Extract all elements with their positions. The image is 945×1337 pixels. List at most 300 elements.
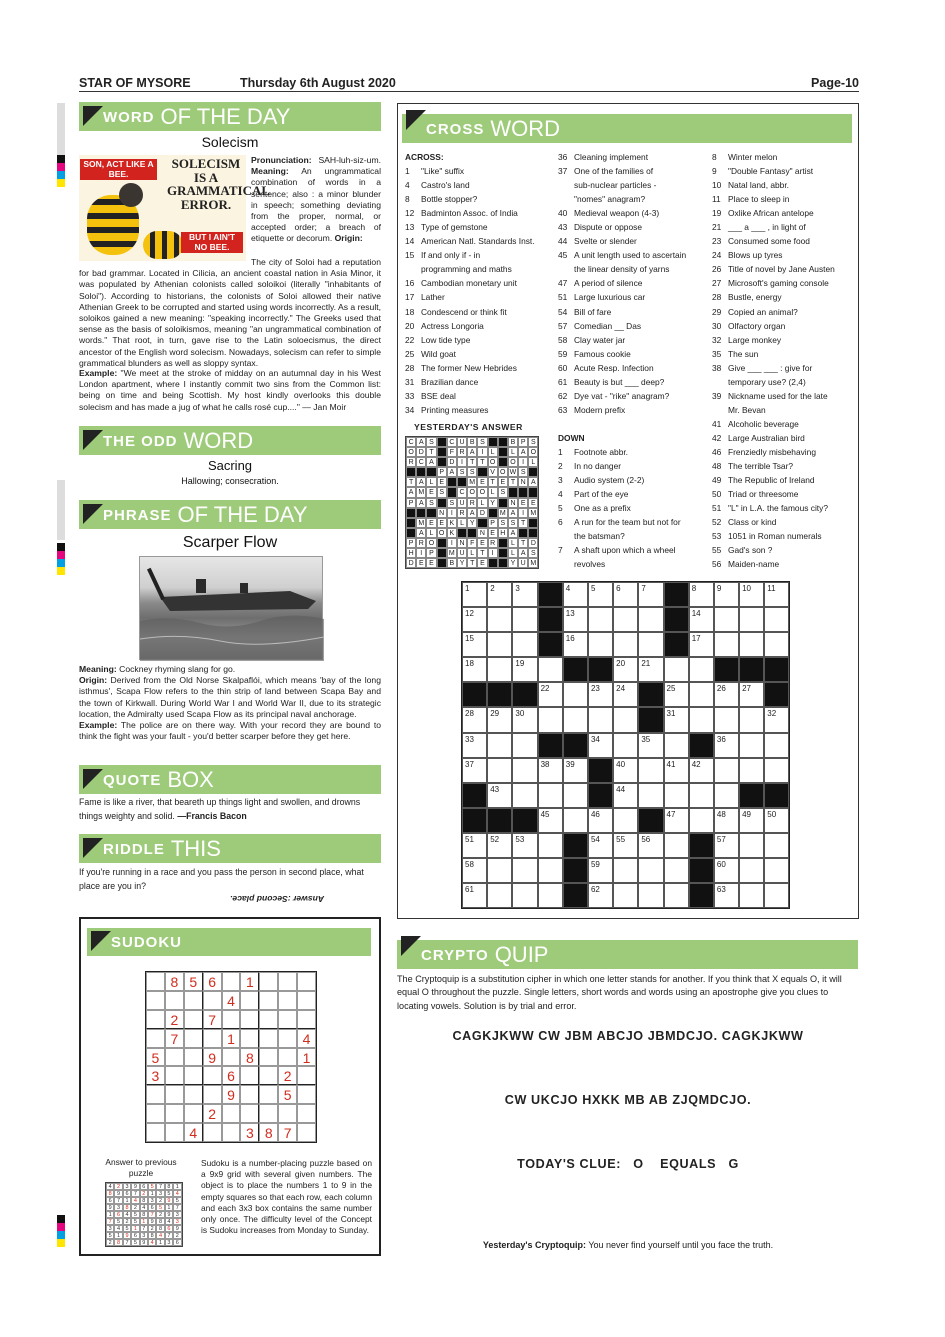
clue-list <box>558 445 708 571</box>
clue-text: ___ a ___ , in light of <box>728 222 806 233</box>
crossword-cell[interactable] <box>487 733 512 758</box>
crossword-cell[interactable] <box>638 858 663 883</box>
crossword-cell[interactable] <box>538 707 563 732</box>
crossword-cell[interactable] <box>563 783 588 808</box>
black-cell <box>563 733 588 758</box>
crossword-cell[interactable] <box>664 783 689 808</box>
black-cell <box>588 657 613 682</box>
sudoku-cell[interactable] <box>259 972 278 991</box>
crossword-cell[interactable] <box>714 783 739 808</box>
crossword-cell[interactable] <box>664 858 689 883</box>
answer-cell: 5 <box>131 1211 139 1218</box>
crossword-cell[interactable]: 59 <box>588 858 613 883</box>
sinking-ship-illustration <box>140 557 324 661</box>
black-cell <box>528 467 538 477</box>
band-title: BOX <box>167 767 214 792</box>
sudoku-cell[interactable] <box>146 1104 165 1123</box>
sudoku-cell[interactable] <box>184 1066 203 1085</box>
crossword-cell[interactable] <box>764 883 789 908</box>
sudoku-cell[interactable]: 2 <box>278 1066 297 1085</box>
sudoku-cell[interactable] <box>165 1085 184 1104</box>
sudoku-cell[interactable] <box>297 991 316 1010</box>
clue-item <box>405 333 550 347</box>
crossword-cell[interactable]: 9 <box>714 582 739 607</box>
crossword-cell[interactable]: 58 <box>462 858 487 883</box>
crossword-cell[interactable]: 45 <box>538 808 563 833</box>
crossword-cell[interactable]: 37 <box>462 758 487 783</box>
crossword-cell[interactable] <box>538 883 563 908</box>
clue-text: Condescend or think fit <box>421 306 507 317</box>
sudoku-cell[interactable] <box>240 1010 259 1029</box>
clue-text: Clay water jar <box>574 334 626 345</box>
crossword-cell[interactable] <box>689 783 714 808</box>
crossword-cell[interactable] <box>664 733 689 758</box>
clue-item <box>712 262 854 276</box>
crossword-cell[interactable]: 29 <box>487 707 512 732</box>
answer-cell: I <box>447 508 457 518</box>
crossword-cell[interactable] <box>487 657 512 682</box>
crossword-cell[interactable]: 27 <box>739 682 764 707</box>
sudoku-cell[interactable] <box>203 991 222 1010</box>
crossword-cell[interactable]: 43 <box>487 783 512 808</box>
crossword-cell[interactable] <box>538 783 563 808</box>
crossword-cell[interactable]: 19 <box>512 657 537 682</box>
sudoku-cell[interactable]: 7 <box>278 1123 297 1142</box>
sudoku-cell[interactable] <box>222 1104 241 1123</box>
answer-cell: P <box>426 548 436 558</box>
crossword-cell[interactable]: 3 <box>512 582 537 607</box>
crossword-cell[interactable]: 60 <box>714 858 739 883</box>
sudoku-cell[interactable] <box>184 1085 203 1104</box>
sudoku-cell[interactable] <box>297 972 316 991</box>
crossword-cell[interactable] <box>739 758 764 783</box>
sudoku-cell[interactable] <box>259 1085 278 1104</box>
crossword-cell[interactable]: 34 <box>588 733 613 758</box>
crossword-cell[interactable]: 15 <box>462 632 487 657</box>
crossword-cell[interactable]: 6 <box>613 582 638 607</box>
answer-cell: S <box>528 548 538 558</box>
crossword-cell[interactable]: 18 <box>462 657 487 682</box>
clue-item <box>558 192 708 206</box>
crossword-cell[interactable]: 10 <box>739 582 764 607</box>
sudoku-cell[interactable]: 7 <box>203 1010 222 1029</box>
sudoku-cell[interactable] <box>165 991 184 1010</box>
crossword-cell[interactable] <box>739 607 764 632</box>
crossword-cell[interactable] <box>764 833 789 858</box>
print-bar <box>57 171 65 179</box>
sudoku-cell[interactable] <box>278 1104 297 1123</box>
sudoku-cell[interactable]: 4 <box>297 1029 316 1048</box>
answer-cell: 4 <box>106 1183 114 1190</box>
answer-cell: S <box>498 518 508 528</box>
crossword-cell[interactable]: 48 <box>714 808 739 833</box>
sudoku-cell[interactable] <box>184 1104 203 1123</box>
answer-cell: S <box>467 467 477 477</box>
sudoku-cell[interactable] <box>259 1104 278 1123</box>
sudoku-cell[interactable] <box>278 972 297 991</box>
sudoku-cell[interactable]: 5 <box>184 972 203 991</box>
crossword-cell[interactable] <box>714 632 739 657</box>
crossword-cell[interactable]: 41 <box>664 758 689 783</box>
crossword-cell[interactable]: 13 <box>563 607 588 632</box>
clue-item <box>712 529 854 543</box>
crossword-cell[interactable] <box>714 707 739 732</box>
sudoku-cell[interactable] <box>146 972 165 991</box>
crossword-cell[interactable]: 42 <box>689 758 714 783</box>
clue-text: Mr. Bevan <box>728 404 766 415</box>
sudoku-cell[interactable] <box>222 1123 241 1142</box>
clue-text: A shaft upon which a wheel <box>574 545 676 556</box>
crossword-cell[interactable]: 40 <box>613 758 638 783</box>
crossword-cell[interactable]: 53 <box>512 833 537 858</box>
black-cell <box>528 487 538 497</box>
crossword-cell[interactable]: 24 <box>613 682 638 707</box>
crossword-cell[interactable]: 14 <box>689 607 714 632</box>
crossword-cell[interactable] <box>487 632 512 657</box>
clue-number: 3 <box>558 475 563 486</box>
sudoku-cell[interactable] <box>297 1085 316 1104</box>
crossword-cell[interactable] <box>563 808 588 833</box>
crossword-cell[interactable] <box>512 883 537 908</box>
print-bar <box>57 163 65 171</box>
crossword-cell[interactable] <box>714 607 739 632</box>
crossword-cell[interactable]: 38 <box>538 758 563 783</box>
sudoku-cell[interactable]: 4 <box>184 1123 203 1142</box>
sudoku-cell[interactable] <box>165 1123 184 1142</box>
sudoku-cell[interactable]: 1 <box>222 1029 241 1048</box>
crossword-cell[interactable] <box>689 808 714 833</box>
sudoku-cell[interactable]: 8 <box>165 972 184 991</box>
crossword-cell[interactable] <box>638 783 663 808</box>
answer-cell: D <box>416 447 426 457</box>
sudoku-cell[interactable] <box>165 1104 184 1123</box>
sudoku-cell[interactable] <box>165 1066 184 1085</box>
crossword-cell[interactable] <box>512 758 537 783</box>
answer-cell: 1 <box>140 1218 148 1225</box>
sudoku-cell[interactable]: 1 <box>297 1048 316 1067</box>
print-bar <box>57 567 65 575</box>
crossword-cell[interactable]: 51 <box>462 833 487 858</box>
crossword-cell[interactable] <box>613 607 638 632</box>
clue-text: Footnote abbr. <box>574 446 629 457</box>
answer-cell: M <box>416 518 426 528</box>
sudoku-cell[interactable] <box>240 1104 259 1123</box>
sudoku-cell[interactable] <box>222 1010 241 1029</box>
black-cell <box>538 582 563 607</box>
sudoku-cell[interactable] <box>165 1048 184 1067</box>
sudoku-cell[interactable]: 8 <box>240 1048 259 1067</box>
crossword-cell[interactable]: 32 <box>764 707 789 732</box>
crossword-cell[interactable] <box>689 682 714 707</box>
crossword-cell[interactable] <box>689 707 714 732</box>
answer-cell: 3 <box>123 1183 131 1190</box>
sudoku-cell[interactable]: 3 <box>146 1066 165 1085</box>
answer-cell: N <box>518 477 528 487</box>
sudoku-cell[interactable] <box>259 1066 278 1085</box>
crossword-cell[interactable]: 30 <box>512 707 537 732</box>
sudoku-cell[interactable] <box>259 1010 278 1029</box>
crossword-cell[interactable]: 8 <box>689 582 714 607</box>
sudoku-cell[interactable] <box>297 1123 316 1142</box>
sudoku-cell[interactable] <box>240 1066 259 1085</box>
clue-text: BSE deal <box>421 390 456 401</box>
crossword-cell[interactable]: 26 <box>714 682 739 707</box>
crossword-cell[interactable] <box>739 833 764 858</box>
sudoku-cell[interactable] <box>259 991 278 1010</box>
crossword-cell[interactable] <box>764 758 789 783</box>
answer-cell: 3 <box>140 1232 148 1239</box>
crossword-cell[interactable] <box>638 632 663 657</box>
sudoku-cell[interactable]: 2 <box>165 1010 184 1029</box>
crossword-cell[interactable] <box>739 858 764 883</box>
crossword-cell[interactable] <box>538 657 563 682</box>
answer-cell: 9 <box>140 1239 148 1246</box>
sudoku-cell[interactable] <box>240 1085 259 1104</box>
band-label: THE ODD <box>103 433 178 450</box>
answer-cell: L <box>488 447 498 457</box>
sudoku-cell[interactable] <box>146 1010 165 1029</box>
sudoku-cell[interactable] <box>240 991 259 1010</box>
crossword-cell[interactable]: 28 <box>462 707 487 732</box>
crossword-cell[interactable] <box>638 883 663 908</box>
crossword-cell[interactable]: 61 <box>462 883 487 908</box>
clue-item <box>405 220 550 234</box>
sudoku-cell[interactable]: 4 <box>222 991 241 1010</box>
crossword-cell[interactable] <box>613 858 638 883</box>
clue-text: The former New Hebrides <box>421 362 517 373</box>
crossword-cell[interactable]: 39 <box>563 758 588 783</box>
clue-item <box>405 234 550 248</box>
crossword-cell[interactable] <box>512 858 537 883</box>
ship-photo <box>139 556 323 660</box>
sudoku-cell[interactable] <box>203 1085 222 1104</box>
crossword-cell[interactable] <box>613 632 638 657</box>
answer-cell: 4 <box>140 1204 148 1211</box>
crossword-cell[interactable]: 31 <box>664 707 689 732</box>
sudoku-cell[interactable] <box>222 972 241 991</box>
sudoku-cell[interactable] <box>240 1029 259 1048</box>
issue-date: Thursday 6th August 2020 <box>240 76 396 90</box>
crossword-cell[interactable]: 4 <box>563 582 588 607</box>
sudoku-cell[interactable] <box>203 1029 222 1048</box>
sudoku-cell[interactable] <box>259 1029 278 1048</box>
crossword-cell[interactable]: 46 <box>588 808 613 833</box>
crossword-cell[interactable] <box>739 883 764 908</box>
crossword-cell[interactable] <box>487 858 512 883</box>
crossword-cell[interactable]: 25 <box>664 682 689 707</box>
sudoku-cell[interactable] <box>297 1010 316 1029</box>
crossword-cell[interactable] <box>689 657 714 682</box>
clue-text: Large Australian bird <box>728 432 805 443</box>
answer-cell: C <box>416 457 426 467</box>
crossword-cell[interactable] <box>739 632 764 657</box>
crossword-cell[interactable] <box>487 607 512 632</box>
clue-number: 17 <box>405 292 415 303</box>
crossword-cell[interactable] <box>764 607 789 632</box>
clue-item <box>558 361 708 375</box>
crossword-cell[interactable]: 17 <box>689 632 714 657</box>
crossword-cell[interactable] <box>563 707 588 732</box>
crossword-cell[interactable] <box>613 883 638 908</box>
crossword-cell[interactable]: 52 <box>487 833 512 858</box>
crossword-cell[interactable] <box>588 632 613 657</box>
crossword-cell[interactable]: 22 <box>538 682 563 707</box>
answer-cell: 8 <box>114 1239 122 1246</box>
answer-cell: T <box>477 548 487 558</box>
crossword-cell[interactable] <box>714 758 739 783</box>
black-cell <box>689 833 714 858</box>
sudoku-cell[interactable]: 5 <box>278 1085 297 1104</box>
answer-cell: A <box>518 548 528 558</box>
cryptoquip-intro: The Cryptoquip is a substitution cipher in which one letter stands for another. If you think that X equals O, it will equal O throughout the puzzle. Single letters, short words and words using an apostrophe give you clues to locating vowels. Solution is by trial and error. <box>397 974 842 1011</box>
crossword-cell[interactable] <box>739 733 764 758</box>
crossword-cell[interactable]: 47 <box>664 808 689 833</box>
black-cell <box>447 477 457 487</box>
crossword-cell[interactable]: 50 <box>764 808 789 833</box>
sudoku-cell[interactable] <box>146 1029 165 1048</box>
crossword-cell[interactable] <box>764 632 789 657</box>
crossword-cell[interactable] <box>638 607 663 632</box>
sudoku-cell[interactable] <box>278 1010 297 1029</box>
clue-text: Castro's land <box>421 180 470 191</box>
clue-item <box>558 262 708 276</box>
crossword-cell[interactable] <box>588 607 613 632</box>
crossword-cell[interactable] <box>739 707 764 732</box>
crossword-cell[interactable]: 7 <box>638 582 663 607</box>
sudoku-cell[interactable]: 1 <box>240 972 259 991</box>
answer-cell: S <box>437 487 447 497</box>
crossword-cell[interactable] <box>613 808 638 833</box>
sudoku-cell[interactable] <box>184 1010 203 1029</box>
answer-cell: 1 <box>148 1190 156 1197</box>
crossword-cell[interactable] <box>613 707 638 732</box>
crossword-cell[interactable]: 2 <box>487 582 512 607</box>
sudoku-cell[interactable]: 2 <box>203 1104 222 1123</box>
sudoku-cell[interactable] <box>278 1048 297 1067</box>
crossword-cell[interactable] <box>638 758 663 783</box>
sudoku-cell[interactable] <box>184 1048 203 1067</box>
clue-text: Badminton Assoc. of India <box>421 208 518 219</box>
answer-cell: 5 <box>106 1232 114 1239</box>
sudoku-cell[interactable] <box>297 1066 316 1085</box>
sudoku-cell[interactable]: 5 <box>146 1048 165 1067</box>
crossword-cell[interactable] <box>512 632 537 657</box>
clue-item <box>712 276 854 290</box>
crossword-cell[interactable]: 63 <box>714 883 739 908</box>
sudoku-cell[interactable] <box>184 991 203 1010</box>
crossword-cell[interactable]: 62 <box>588 883 613 908</box>
crossword-cell[interactable] <box>664 657 689 682</box>
sudoku-cell[interactable] <box>278 1029 297 1048</box>
answer-cell: 2 <box>148 1225 156 1232</box>
sudoku-cell[interactable]: 6 <box>203 972 222 991</box>
clue-number: 12 <box>405 208 415 219</box>
clue-text: American Natl. Standards Inst. <box>421 236 535 247</box>
crossword-cell[interactable]: 54 <box>588 833 613 858</box>
sudoku-cell[interactable] <box>146 991 165 1010</box>
crossword-cell[interactable] <box>613 733 638 758</box>
sudoku-cell[interactable] <box>297 1104 316 1123</box>
answer-cell: 4 <box>165 1218 173 1225</box>
crossword-cell[interactable]: 20 <box>613 657 638 682</box>
crossword-cell[interactable]: 36 <box>714 733 739 758</box>
crossword-cell[interactable] <box>512 607 537 632</box>
crossword-cell[interactable] <box>512 733 537 758</box>
crossword-cell[interactable]: 11 <box>764 582 789 607</box>
crossword-cell[interactable]: 21 <box>638 657 663 682</box>
sudoku-cell[interactable] <box>222 1048 241 1067</box>
crossword-cell[interactable] <box>764 733 789 758</box>
crossword-cell[interactable]: 23 <box>588 682 613 707</box>
answer-cell: 2 <box>156 1197 164 1204</box>
crossword-cell[interactable] <box>487 758 512 783</box>
sudoku-cell[interactable]: 8 <box>259 1123 278 1142</box>
crossword-cell[interactable]: 57 <box>714 833 739 858</box>
crossword-cell[interactable]: 44 <box>613 783 638 808</box>
crossword-cell[interactable]: 5 <box>588 582 613 607</box>
sudoku-cell[interactable] <box>259 1048 278 1067</box>
crossword-cell[interactable]: 55 <box>613 833 638 858</box>
answer-cell: I <box>488 548 498 558</box>
crossword-cell[interactable]: 35 <box>638 733 663 758</box>
answer-cell: 5 <box>173 1197 181 1204</box>
black-cell <box>498 457 508 467</box>
sudoku-cell[interactable]: 9 <box>203 1048 222 1067</box>
crossword-cell[interactable] <box>588 707 613 732</box>
crossword-cell[interactable] <box>764 858 789 883</box>
crossword-cell[interactable]: 56 <box>638 833 663 858</box>
sudoku-cell[interactable] <box>278 991 297 1010</box>
crossword-cell[interactable]: 33 <box>462 733 487 758</box>
clue-number: 33 <box>405 390 415 401</box>
crossword-cell[interactable] <box>538 833 563 858</box>
answer-cell: 4 <box>131 1197 139 1204</box>
crossword-cell[interactable] <box>664 833 689 858</box>
sudoku-cell[interactable] <box>146 1085 165 1104</box>
crossword-cell[interactable] <box>664 883 689 908</box>
band-title: OF THE DAY <box>177 502 308 527</box>
answer-cell: 5 <box>131 1218 139 1225</box>
answer-cell: 6 <box>173 1239 181 1246</box>
print-bar <box>57 1215 65 1223</box>
label: Example: <box>79 368 118 378</box>
sudoku-cell[interactable] <box>203 1066 222 1085</box>
sudoku-cell[interactable] <box>146 1123 165 1142</box>
crossword-cell[interactable] <box>487 883 512 908</box>
sudoku-cell[interactable]: 6 <box>222 1066 241 1085</box>
crossword-cell[interactable]: 1 <box>462 582 487 607</box>
clue-text: Place to sleep in <box>728 194 790 205</box>
crossword-cell[interactable] <box>563 682 588 707</box>
black-cell <box>457 528 467 538</box>
crossword-cell[interactable]: 16 <box>563 632 588 657</box>
label: Meaning: <box>79 664 117 674</box>
sudoku-cell[interactable] <box>203 1123 222 1142</box>
answer-cell: O <box>477 487 487 497</box>
clue-item <box>712 431 854 445</box>
sudoku-cell[interactable]: 7 <box>165 1029 184 1048</box>
crossword-cell[interactable]: 12 <box>462 607 487 632</box>
answer-cell: R <box>488 538 498 548</box>
crossword-cell[interactable] <box>512 783 537 808</box>
crossword-cell[interactable]: 49 <box>739 808 764 833</box>
sudoku-cell[interactable]: 3 <box>240 1123 259 1142</box>
band-label: SUDOKU <box>111 934 183 951</box>
sudoku-cell[interactable] <box>184 1029 203 1048</box>
clue-text: "L" in L.A. the famous city? <box>728 503 828 514</box>
sudoku-cell[interactable]: 9 <box>222 1085 241 1104</box>
crossword-cell[interactable] <box>538 858 563 883</box>
